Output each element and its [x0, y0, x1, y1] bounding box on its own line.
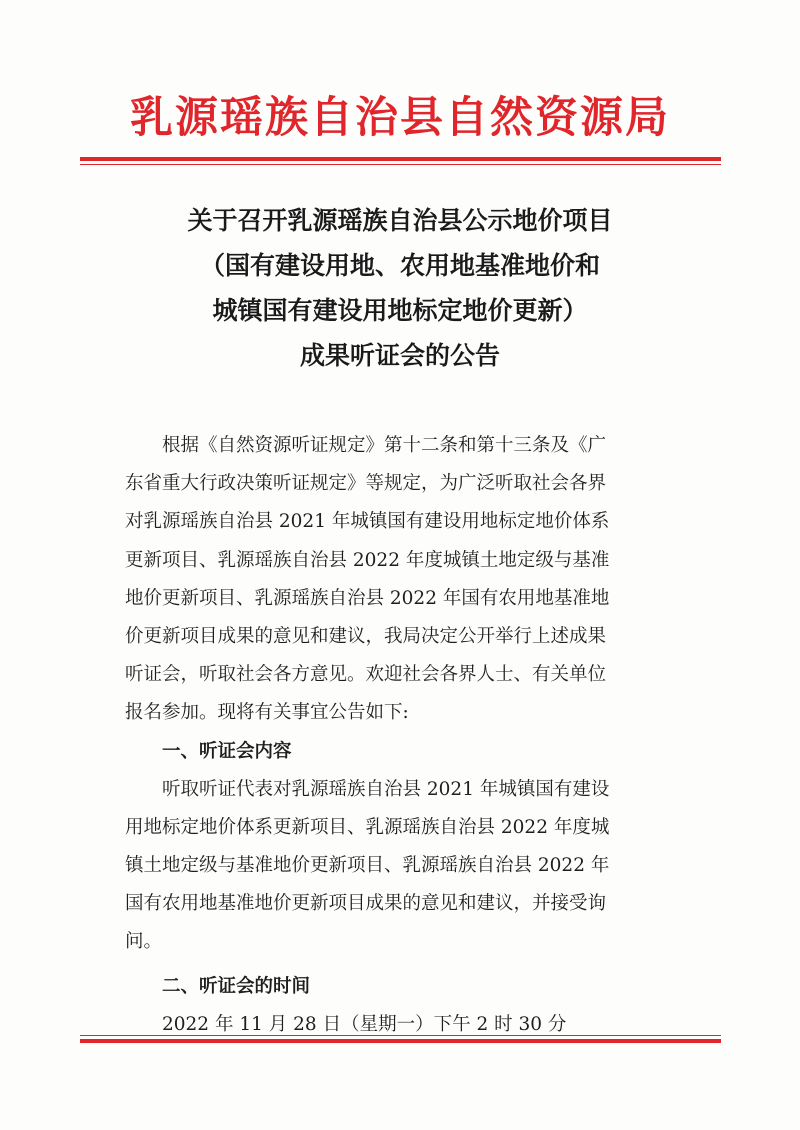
- section-content-line: 国有农用地基准地价更新项目成果的意见和建议，并接受询: [125, 893, 607, 915]
- intro-line: 东省重大行政决策听证规定》等规定，为广泛听取社会各界: [125, 473, 607, 495]
- intro-line: 价更新项目成果的意见和建议，我局决定公开举行上述成果: [125, 625, 607, 647]
- section-content-line: 问。: [125, 931, 163, 953]
- section-heading-time: 二、听证会的时间: [162, 975, 311, 997]
- footer-rule-thin: [80, 1035, 721, 1036]
- title-line-2: （国有建设用地、农用地基准地价和: [199, 251, 600, 280]
- title-line-3: 城镇国有建设用地标定地价更新）: [212, 296, 588, 325]
- hearing-time: 2022 年 11 月 28 日（星期一）下午 2 时 30 分: [162, 1013, 567, 1035]
- agency-header: 乳源瑶族自治县自然资源局: [130, 93, 670, 143]
- header-rule-thin: [80, 164, 721, 165]
- section-content-line: 听取听证代表对乳源瑶族自治县 2021 年城镇国有建设: [162, 778, 610, 800]
- section-heading-content: 一、听证会内容: [162, 740, 292, 762]
- section-content-line: 镇土地定级与基准地价更新项目、乳源瑶族自治县 2022 年: [125, 855, 610, 877]
- intro-line: 听证会，听取社会各方意见。欢迎社会各界人士、有关单位: [125, 664, 607, 686]
- title-line-4: 成果听证会的公告: [299, 341, 500, 370]
- document-body: [125, 427, 685, 1044]
- intro-line: 报名参加。现将有关事宜公告如下:: [125, 702, 409, 724]
- title-line-1: 关于召开乳源瑶族自治县公示地价项目: [187, 206, 613, 235]
- intro-line: 更新项目、乳源瑶族自治县 2022 年度城镇土地定级与基准: [125, 549, 610, 571]
- document-title: [0, 198, 800, 378]
- intro-line: 根据《自然资源听证规定》第十二条和第十三条及《广: [162, 435, 607, 456]
- intro-line: 对乳源瑶族自治县 2021 年城镇国有建设用地标定地价体系: [125, 511, 610, 533]
- header-rule-thick: [80, 157, 721, 161]
- intro-line: 地价更新项目、乳源瑶族自治县 2022 年国有农用地基准地: [125, 587, 610, 609]
- section-content-line: 用地标定地价体系更新项目、乳源瑶族自治县 2022 年度城: [125, 816, 610, 838]
- footer-rule-thick: [80, 1039, 721, 1043]
